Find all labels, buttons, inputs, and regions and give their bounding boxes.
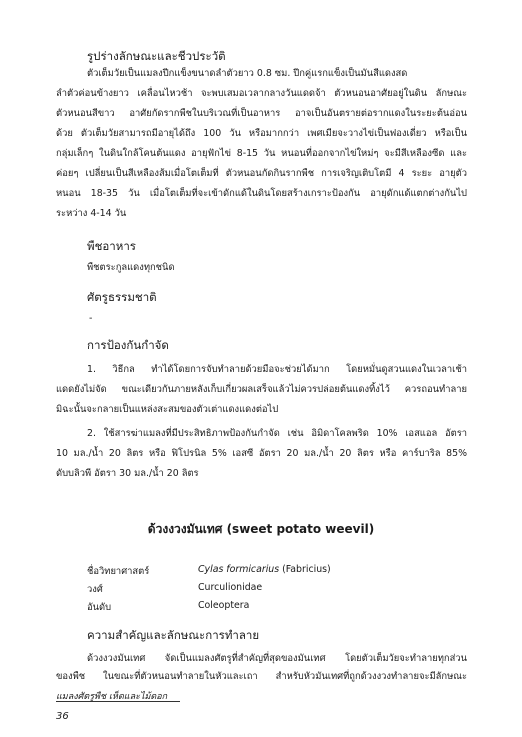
- taxonomy-value: Curculionidae: [198, 582, 263, 593]
- control-item-line: 1. วิธีกล ทำได้โดยการจับทำลายด้วยมือจะช่วยได้มาก โดยหมั่นดูสวนแดงในเวลาเช้า: [87, 364, 467, 375]
- paragraph-line: ระหว่าง 4-14 วัน: [56, 208, 127, 219]
- paragraph-line: ตัวหนอนสีขาว อาศัยกัดรากพืชในบริเวณที่เป็นอาหาร อาจเป็นอันตรายต่อรากแดงในระยะต้นอ่อน: [56, 108, 467, 119]
- page-number: 36: [56, 711, 69, 722]
- footer-book-title: แมลงศัตรูพืช เห็ดและไม้ดอก: [56, 692, 168, 702]
- taxonomy-label: อันดับ: [87, 602, 112, 613]
- paragraph-line: กลุ่มเล็กๆ ในดินใกล้โคนต้นแดง อายุฟักไข่ 8-15 วัน หนอนที่ออกจากไข่ใหม่ๆ จะมีสีเหลืองซีด และ: [56, 148, 467, 159]
- scientific-author: (Fabricius): [279, 564, 331, 575]
- paragraph-line: หนอน 18-35 วัน เมื่อโตเต็มที่จะเข้าดักแด้ในดินโดยสร้างเกราะป้องกัน อายุดักแด้แตกต่างกันไป: [56, 188, 467, 199]
- taxonomy-value: [198, 564, 331, 575]
- heading-host-plants: พืชอาหาร: [87, 239, 136, 253]
- heading-morphology: รูปร่างลักษณะและชีวประวัติ: [87, 49, 226, 63]
- paragraph-line: ด้วย ตัวเต็มวัยสามารถมีอายุได้ถึง 100 วัน หรือมากกว่า เพศเมียจะวางไข่เป็นฟองเดี่ยว หรือเป็น: [56, 128, 467, 139]
- control-item-line: มิฉะนั้นจะกลายเป็นแหล่งสะสมของตัวเต่าแดงแดงต่อไป: [56, 404, 279, 415]
- scientific-name: Cylas formicarius: [198, 564, 280, 575]
- control-item-line: 10 มล./น้ำ 20 ลิตร หรือ ฟิโปรนิล 5% เอสซี อัตรา 20 มล./น้ำ 20 ลิตร หรือ คาร์บาริล 85%: [56, 448, 467, 459]
- importance-line: ของพืช ในขณะที่ตัวหนอนทำลายในหัวและเถา สำหรับหัวมันเทศที่ถูกด้วงงวงทำลายจะมีลักษณะ: [56, 671, 467, 682]
- heading-natural-enemies: ศัตรูธรรมชาติ: [87, 290, 157, 304]
- taxonomy-value: Coleoptera: [198, 600, 250, 611]
- host-plants-text: พืชตระกูลแดงทุกชนิด: [87, 262, 175, 273]
- control-item-line: 2. ใช้สารฆ่าแมลงที่มีประสิทธิภาพป้องกันกำจัด เช่น อิมิดาโคลพริด 10% เอสแอล อัตรา: [87, 428, 467, 439]
- heading-importance: ความสำคัญและลักษณะการทำลาย: [87, 628, 260, 642]
- control-item-line: แดดยังไม่จัด ขณะเดียวกันภายหลังเก็บเกี่ยวผลเสร็จแล้วไม่ควรปล่อยต้นแดงทิ้งไว้ ควรถอนทำลาย: [56, 384, 467, 395]
- taxonomy-label: ชื่อวิทยาศาสตร์: [87, 566, 150, 577]
- natural-enemies-text: -: [89, 313, 93, 324]
- importance-line: ด้วงงวงมันเทศ จัดเป็นแมลงศัตรูที่สำคัญที่สุดของมันเทศ โดยตัวเต็มวัยจะทำลายทุกส่วน: [87, 653, 467, 664]
- paragraph-line: ตัวเต็มวัยเป็นแมลงปีกแข็งขนาดลำตัวยาว 0.8 ซม. ปีกคู่แรกแข็งเป็นมันสีแดงสด: [87, 68, 408, 79]
- taxonomy-label: วงศ์: [87, 584, 103, 595]
- control-item-line: ดับบลิวพี อัตรา 30 มล./น้ำ 20 ลิตร: [56, 468, 199, 479]
- paragraph-line: ลำตัวค่อนข้างยาว เคลื่อนไหวช้า จะพบเสมอเวลากลางวันแดดจ้า ตัวหนอนอาศัยอยู่ในดิน ลักษณะ: [56, 88, 467, 99]
- pest-title: ด้วงงวงมันเทศ (sweet potato weevil): [147, 522, 375, 536]
- footer-divider: [56, 701, 180, 702]
- paragraph-line: ค่อยๆ เปลี่ยนเป็นสีเหลืองส้มเมื่อโตเต็มที่ ตัวหนอนกัดกินรากพืช การเจริญเติบโตมี 4 ระยะ อายุตัว: [56, 168, 467, 179]
- heading-control: การป้องกันกำจัด: [87, 338, 169, 352]
